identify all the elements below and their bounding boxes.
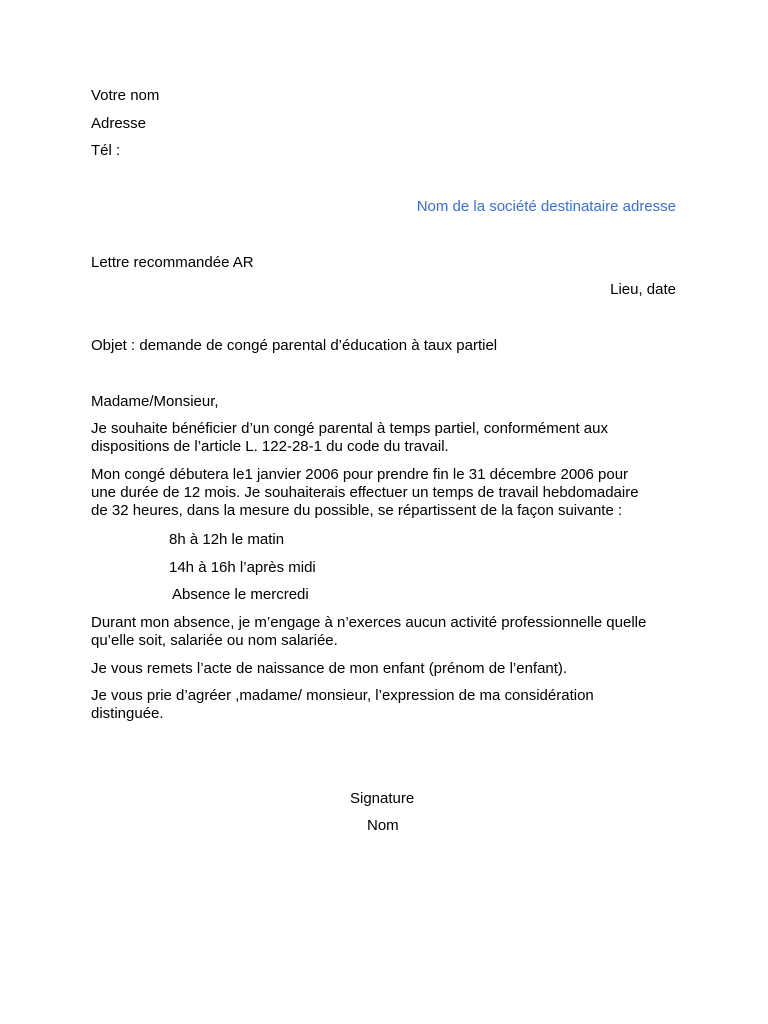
paragraph-line: une durée de 12 mois. Je souhaiterais effectuer un temps de travail hebdomadaire bbox=[91, 484, 639, 501]
paragraph-dates bbox=[91, 466, 681, 520]
signature-label: Signature bbox=[350, 790, 415, 807]
paragraph-line: dispositions de l’article L. 122-28-1 du code du travail. bbox=[91, 438, 449, 455]
schedule-item: 8h à 12h le matin bbox=[169, 531, 285, 548]
place-date: Lieu, date bbox=[610, 281, 676, 298]
schedule-item: 14h à 16h l’après midi bbox=[169, 559, 316, 576]
recipient-address: Nom de la société destinataire adresse bbox=[416, 198, 676, 215]
paragraph-line: Mon congé débutera le1 janvier 2006 pour prendre fin le 31 décembre 2006 pour bbox=[91, 466, 629, 483]
paragraph-line: qu’elle soit, salariée ou nom salariée. bbox=[91, 632, 338, 649]
paragraph-request bbox=[91, 420, 681, 456]
paragraph-line: Je souhaite bénéficier d’un congé parental à temps partiel, conformément aux bbox=[91, 420, 608, 437]
salutation: Madame/Monsieur, bbox=[91, 393, 219, 410]
paragraph-line: de 32 heures, dans la mesure du possible, se répartissent de la façon suivante : bbox=[91, 502, 623, 519]
sender-address: Adresse bbox=[91, 115, 147, 132]
subject-line: Objet : demande de congé parental d’éducation à taux partiel bbox=[91, 337, 498, 354]
signer-name: Nom bbox=[367, 817, 399, 834]
paragraph-closing bbox=[91, 687, 681, 723]
sender-phone: Tél : bbox=[91, 142, 121, 159]
paragraph-attachment: Je vous remets l’acte de naissance de mon enfant (prénom de l’enfant). bbox=[91, 660, 568, 677]
schedule-item: Absence le mercredi bbox=[172, 586, 309, 603]
paragraph-commitment bbox=[91, 614, 681, 650]
sender-name: Votre nom bbox=[91, 87, 160, 104]
paragraph-line: Je vous prie d’agréer ,madame/ monsieur, l’expression de ma considération bbox=[91, 687, 594, 704]
paragraph-line: distinguée. bbox=[91, 705, 164, 722]
paragraph-line: Durant mon absence, je m’engage à n’exerces aucun activité professionnelle quelle bbox=[91, 614, 647, 631]
delivery-mode: Lettre recommandée AR bbox=[91, 254, 254, 271]
